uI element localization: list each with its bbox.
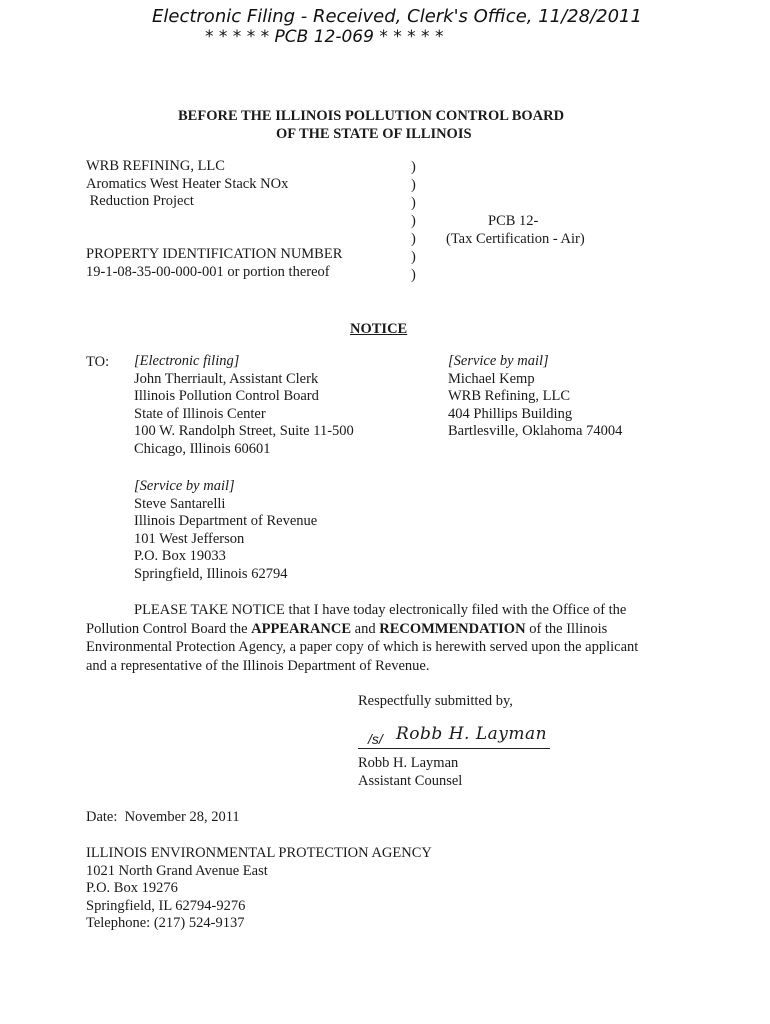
paragraph-line: PLEASE TAKE NOTICE that I have today electronically filed with the Office of the: [134, 602, 627, 618]
recipient-clerk: [134, 353, 354, 459]
paren: ): [411, 249, 416, 265]
paren: ): [411, 177, 416, 193]
caption-line: [86, 228, 342, 246]
text-run: Pollution Control Board the: [86, 620, 252, 637]
paragraph-line: Environmental Protection Agency, a paper copy of which is herewith served upon the applicant: [86, 639, 639, 655]
recommendation-term: RECOMMENDATION: [379, 620, 526, 637]
paragraph-line: and a representative of the Illinois Department of Revenue.: [86, 657, 430, 674]
address-line: 101 West Jefferson: [134, 530, 245, 547]
agency-line: Telephone: (217) 524-9137: [86, 915, 245, 932]
appearance-term: APPEARANCE: [251, 620, 352, 637]
signature-line: [358, 726, 550, 749]
service-method: [Electronic filing]: [134, 353, 240, 369]
caption-line: PROPERTY IDENTIFICATION NUMBER: [86, 245, 343, 262]
paren: ): [411, 195, 416, 211]
text-run: and: [351, 620, 380, 637]
caption-parens: [411, 158, 416, 284]
agency-address: [86, 845, 432, 933]
caption-line: [86, 211, 342, 229]
to-label: TO:: [86, 354, 110, 370]
paren: ): [411, 159, 416, 175]
filing-stamp-line1: Electronic Filing - Received, Clerk's Office, 11/28/2011: [152, 6, 642, 27]
address-line: Chicago, Illinois 60601: [134, 440, 271, 457]
notice-title: NOTICE: [350, 321, 408, 337]
signer-title: Assistant Counsel: [358, 773, 463, 789]
heading-line2: OF THE STATE OF ILLINOIS: [276, 126, 472, 142]
address-line: Springfield, Illinois 62794: [134, 565, 288, 582]
address-line: Bartlesville, Oklahoma 74004: [448, 423, 623, 440]
paragraph-line: [86, 620, 638, 639]
signer-name: Robb H. Layman: [358, 755, 459, 771]
address-line: Illinois Pollution Control Board: [134, 388, 319, 405]
address-line: 100 W. Randolph Street, Suite 11-500: [134, 423, 354, 440]
recipient-santarelli: [134, 478, 317, 584]
service-method: [Service by mail]: [134, 478, 235, 494]
agency-line: 1021 North Grand Avenue East: [86, 862, 268, 879]
handwritten-signature: Robb H. Layman: [396, 724, 548, 744]
agency-line: ILLINOIS ENVIRONMENTAL PROTECTION AGENCY: [86, 845, 432, 861]
address-line: WRB Refining, LLC: [448, 388, 571, 405]
address-line: State of Illinois Center: [134, 405, 266, 422]
address-line: Michael Kemp: [448, 370, 535, 387]
case-type: (Tax Certification - Air): [446, 231, 585, 247]
address-line: John Therriault, Assistant Clerk: [134, 370, 319, 387]
address-line: 404 Phillips Building: [448, 405, 573, 422]
address-line: Illinois Department of Revenue: [134, 513, 318, 530]
agency-line: Springfield, IL 62794-9276: [86, 897, 246, 914]
caption-line: WRB REFINING, LLC: [86, 158, 225, 174]
filing-stamp-line2: * * * * * PCB 12-069 * * * * *: [205, 27, 444, 47]
signature-prefix: /s/: [368, 731, 383, 747]
paren: ): [411, 213, 416, 229]
notice-paragraph: [86, 601, 638, 675]
caption-line: Aromatics West Heater Stack NOx: [86, 175, 289, 192]
closing-text: Respectfully submitted by,: [358, 693, 513, 709]
case-number: PCB 12-: [488, 213, 539, 229]
address-line: Steve Santarelli: [134, 495, 226, 512]
caption-line: 19-1-08-35-00-000-001 or portion thereof: [86, 263, 330, 280]
recipient-kemp: [448, 353, 622, 441]
agency-line: P.O. Box 19276: [86, 880, 178, 897]
text-run: of the Illinois: [525, 620, 608, 637]
caption-party-block: [86, 158, 342, 281]
paren: ): [411, 231, 416, 247]
paren: ): [411, 267, 416, 283]
caption-line: Reduction Project: [86, 193, 194, 210]
date-line: Date: November 28, 2011: [86, 809, 240, 825]
address-line: P.O. Box 19033: [134, 548, 226, 565]
service-method: [Service by mail]: [448, 353, 549, 369]
heading-line1: BEFORE THE ILLINOIS POLLUTION CONTROL BOARD: [178, 108, 565, 124]
